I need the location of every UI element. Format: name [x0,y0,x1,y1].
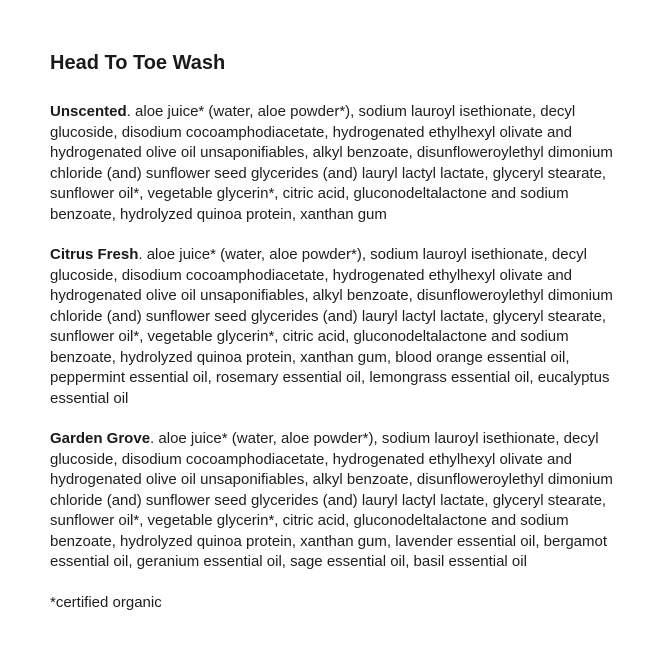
product-paragraph-garden-grove [50,429,622,573]
ingredients-text: aloe juice* (water, aloe powder*), sodium lauroyl isethionate, decyl glucoside, disodium cocoamphodiacetate, hydrogenated ethylhexyl olivate and hydrogenated olive oil unsaponifiables, alkyl benzoate, disunfloweroylethyl dimonium chloride (and) sunflower seed glycerides (and) lauryl lactyl lactate, glyceryl stearate, sunflower oil*, vegetable glycerin*, citric acid, gluconodeltalactone and sodium benzoate, hydrolyzed quinoa protein, xanthan gum, blood orange essential oil, peppermint essential oil, rosemary essential oil, lemongrass essential oil, eucalyptus essential oil [50,246,613,407]
product-name: Garden Grove [50,430,151,447]
product-name: Citrus Fresh [50,246,139,263]
certified-organic-footnote: *certified organic [50,593,162,611]
name-separator: . [138,246,147,263]
ingredients-text: aloe juice* (water, aloe powder*), sodium lauroyl isethionate, decyl glucoside, disodium cocoamphodiacetate, hydrogenated ethylhexyl olivate and hydrogenated olive oil unsaponifiables, alkyl benzoate, disunfloweroylethyl dimonium chloride (and) sunflower seed glycerides (and) lauryl lactyl lactate, glyceryl stearate, sunflower oil*, vegetable glycerin*, citric acid, gluconodeltalactone and sodium benzoate, hydrolyzed quinoa protein, xanthan gum [50,103,613,223]
page-title: Head To Toe Wash [50,52,226,74]
product-name: Unscented [50,103,127,120]
ingredients-text: aloe juice* (water, aloe powder*), sodium lauroyl isethionate, decyl glucoside, disodium cocoamphodiacetate, hydrogenated ethylhexyl olivate and hydrogenated olive oil unsaponifiables, alkyl benzoate, disunfloweroylethyl dimonium chloride (and) sunflower seed glycerides (and) lauryl lactyl lactate, glyceryl stearate, sunflower oil*, vegetable glycerin*, citric acid, gluconodeltalactone and sodium benzoate, hydrolyzed quinoa protein, xanthan gum, lavender essential oil, bergamot essential oil, geranium essential oil, sage essential oil, basil essential oil [50,430,613,570]
product-paragraph-unscented [50,102,622,225]
product-paragraph-citrus-fresh [50,245,622,409]
name-separator: . [126,103,136,120]
name-separator: . [150,430,159,447]
